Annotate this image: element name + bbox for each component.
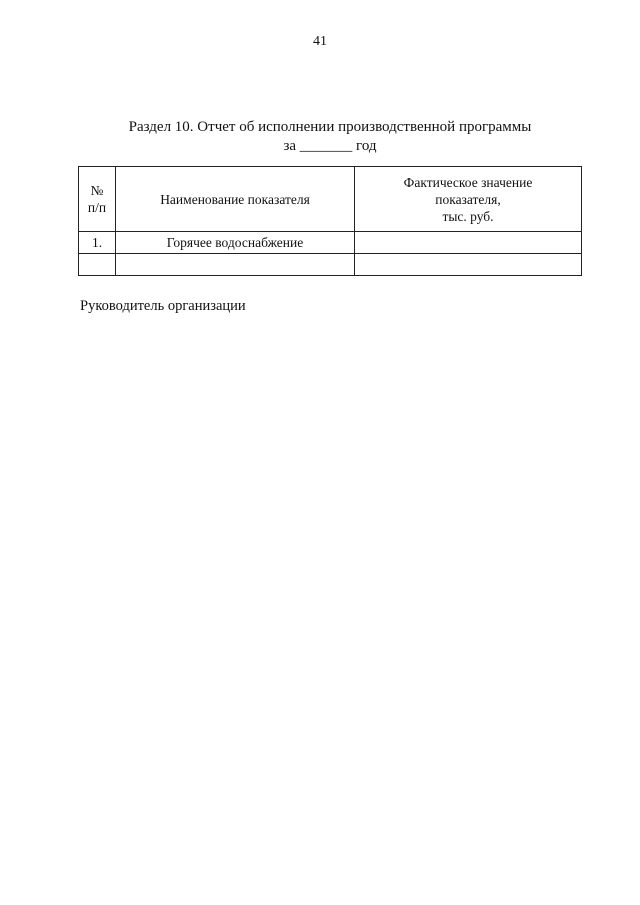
- table-header-row: [79, 167, 582, 232]
- cell-number: 1.: [79, 232, 116, 254]
- cell-number: [79, 254, 116, 276]
- header-number-line2: п/п: [87, 200, 107, 215]
- section-title-main: Раздел 10. Отчет об исполнении производственной программы: [128, 119, 532, 135]
- cell-actual-value: [355, 254, 582, 276]
- header-value-line1: Фактическое значение: [403, 174, 533, 190]
- header-number: [79, 167, 116, 232]
- header-number-line1: №: [90, 183, 104, 198]
- cell-actual-value: [355, 232, 582, 254]
- header-actual-value: [355, 167, 582, 232]
- table-row: [79, 254, 582, 276]
- header-value-line2: показателя,: [435, 191, 501, 207]
- header-value-line3: тыс. руб.: [442, 208, 494, 224]
- cell-indicator-name: [116, 254, 355, 276]
- cell-indicator-name: Горячее водоснабжение: [116, 232, 355, 254]
- section-title-period: за _______ год: [283, 138, 377, 154]
- signature-label: Руководитель организации: [80, 298, 246, 314]
- production-program-report-table: [78, 166, 582, 276]
- header-indicator-name: Наименование показателя: [116, 167, 355, 232]
- section-title: [78, 118, 582, 156]
- page-number: 41: [313, 34, 327, 49]
- table-row: [79, 232, 582, 254]
